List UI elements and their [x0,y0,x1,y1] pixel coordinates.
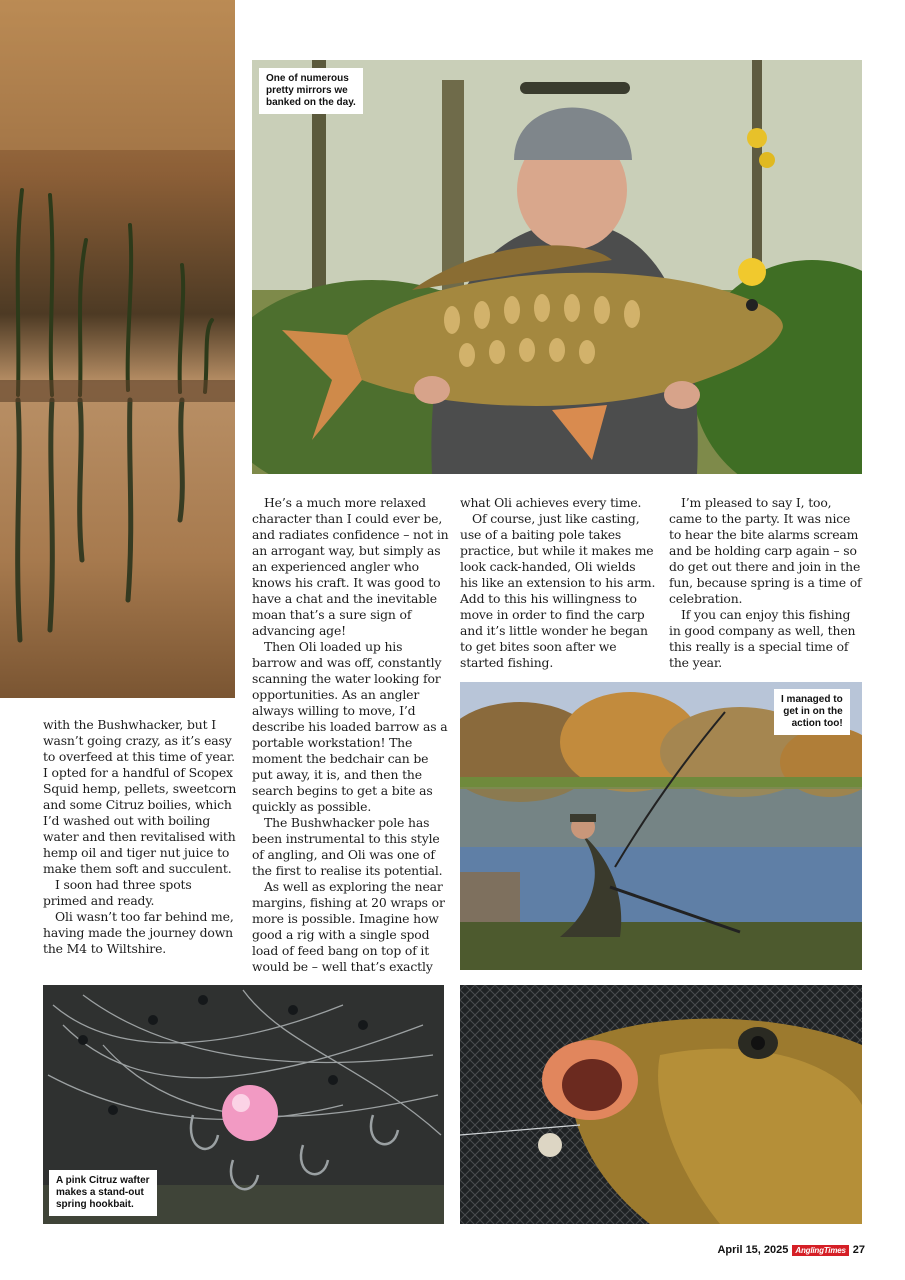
col3-paragraph: Of course, just like casting, use of a baiting pole takes practice, but while it makes me look cack-handed, Oli wields his like an extension to his arm. Add to this his willingness to move in order to find the carp and it’s little wonder he began to get bites soon after we started fishing. [460,511,656,670]
text-column-1 [43,717,239,957]
col4-paragraph: I’m pleased to say I, too, came to the party. It was nice to hear the bite alarms scream and be holding carp again – so do get out there and join in the fun, because spring is a time of celebration. [669,495,862,606]
col2-paragraph: He’s a much more relaxed character than I could ever be, and radiates confidence – not in an arrogant way, but simply as an experienced angler who knows his craft. It was good to have a chat and the inevitable moan that’s a sure sign of advancing age! [252,495,449,638]
col1-paragraph: Oli wasn’t too far behind me, having made the journey down the M4 to Wiltshire. [43,909,234,956]
text-column-3 [460,495,656,671]
magazine-brand-logo: AnglingTimes [792,1245,848,1256]
col3-paragraph: what Oli achieves every time. [460,495,642,510]
reeds-reflection-photo [0,0,235,698]
issue-date: April 15, 2025 [717,1244,789,1256]
page-number: 27 [852,1244,865,1256]
carp-mouth-photo [460,985,862,1224]
col2-paragraph: The Bushwhacker pole has been instrumental to this style of angling, and Oli was one of the first to realise its potential. [252,815,443,878]
angler-mirror-carp-photo [252,60,862,474]
action-photo-caption: I managed to get in on the action too! [774,689,850,735]
text-column-2 [252,495,450,975]
col2-paragraph: Then Oli loaded up his barrow and was off, constantly scanning the water looking for opportunities. As an angler always willing to move, I’d describe his loaded barrow as a portable workstation! The moment the bedchair can be put away, it is, and then the search begins to get a bite as quickly as possible. [252,639,448,814]
col2-paragraph: As well as exploring the near margins, fishing at 20 wraps or more is possible. Imagine how good a rig with a single spod load of feed bang on top of it would be – well that’s exactly [252,879,445,974]
text-column-4 [669,495,865,671]
col1-paragraph: with the Bushwhacker, but I wasn’t going crazy, as it’s easy to overfeed at this time of year. I opted for a handful of Scopex Squid hemp, pellets, sweetcorn and some Citruz boilies, which I’d washed out with boiling water and then revitalised with hemp oil and tiger nut juice to make them soft and succulent. [43,717,237,876]
col1-paragraph: I soon had three spots primed and ready. [43,877,192,908]
mirror-photo-caption: One of numerous pretty mirrors we banked on the day. [259,68,363,114]
col4-paragraph: If you can enjoy this fishing in good company as well, then this really is a special time of the year. [669,607,856,670]
page-footer [717,1244,865,1256]
wafter-photo-caption: A pink Citruz wafter makes a stand-out spring hookbait. [49,1170,157,1216]
